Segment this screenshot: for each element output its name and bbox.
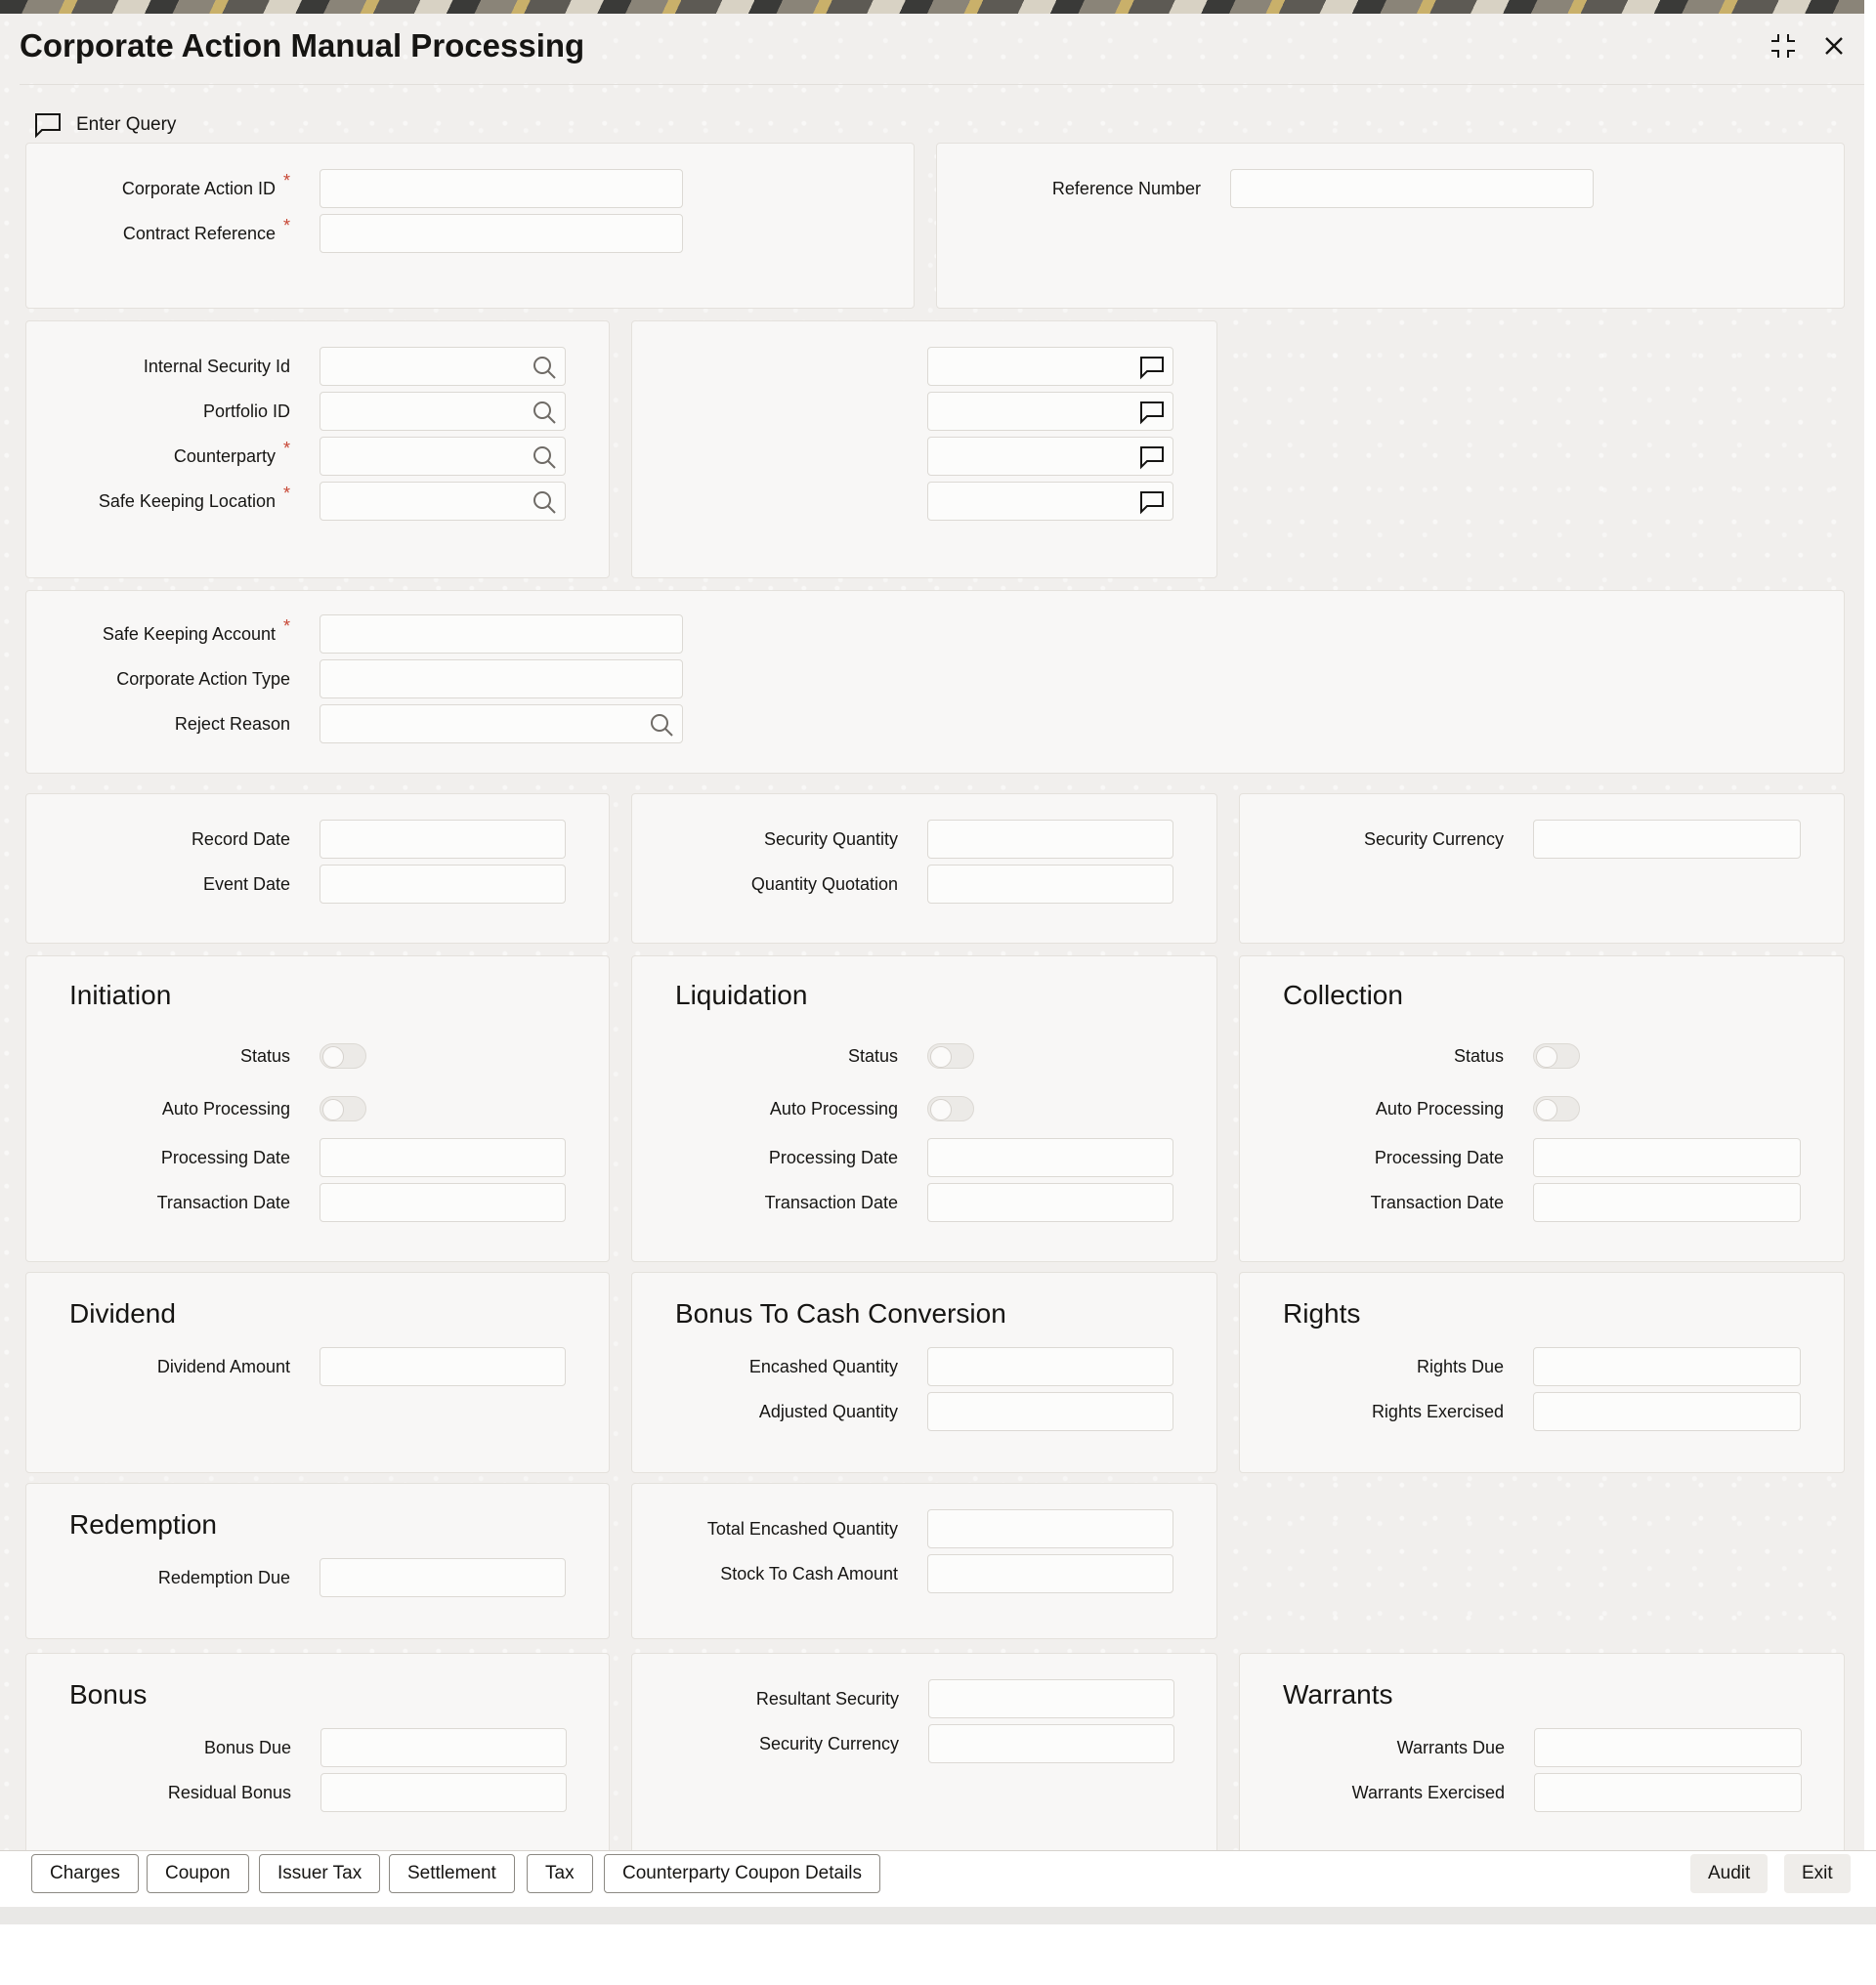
liquidation-heading: Liquidation xyxy=(675,980,808,1010)
collection-processing-date-label: Processing Date xyxy=(1374,1147,1504,1167)
initiation-heading: Initiation xyxy=(69,980,172,1010)
initiation-status-label: Status xyxy=(239,1045,290,1066)
residual-bonus-label: Residual Bonus xyxy=(167,1782,291,1802)
quantity-panel xyxy=(631,793,1217,944)
safe-keeping-account-input[interactable] xyxy=(320,614,683,654)
liquidation-processing-date-label: Processing Date xyxy=(768,1147,898,1167)
comment-icon xyxy=(33,111,63,139)
resultant-security-input[interactable] xyxy=(928,1679,1174,1718)
record-date-label: Record Date xyxy=(191,828,290,849)
dividend-panel xyxy=(25,1272,610,1473)
required-mark: * xyxy=(282,483,290,503)
comment-icon[interactable] xyxy=(1139,355,1165,380)
top-banner xyxy=(0,0,1864,14)
liquidation-transaction-date-input[interactable] xyxy=(927,1183,1173,1222)
liquidation-status-label: Status xyxy=(847,1045,898,1066)
record-date-input[interactable] xyxy=(320,820,566,859)
counterparty-coupon-details-button[interactable]: Counterparty Coupon Details xyxy=(604,1854,880,1893)
redemption-heading: Redemption xyxy=(69,1509,217,1540)
search-icon[interactable] xyxy=(532,489,557,515)
internal-security-id-input[interactable] xyxy=(320,347,566,386)
quantity-quotation-input[interactable] xyxy=(927,865,1173,904)
security-currency-input[interactable] xyxy=(1533,820,1801,859)
collection-status-toggle[interactable] xyxy=(1533,1043,1580,1069)
liquidation-auto-processing-toggle[interactable] xyxy=(927,1096,974,1121)
corporate-action-type-label: Corporate Action Type xyxy=(116,668,290,689)
settlement-button[interactable]: Settlement xyxy=(389,1854,515,1893)
redemption-due-label: Redemption Due xyxy=(157,1567,290,1587)
encashed-totals-panel xyxy=(631,1483,1217,1639)
initiation-transaction-date-label: Transaction Date xyxy=(156,1192,290,1212)
search-icon[interactable] xyxy=(649,712,674,738)
collection-auto-processing-label: Auto Processing xyxy=(1375,1098,1504,1119)
enter-query-label: Enter Query xyxy=(76,114,177,135)
warrants-exercised-input[interactable] xyxy=(1534,1773,1802,1812)
bonus-due-label: Bonus Due xyxy=(203,1737,291,1757)
counterparty-description-input[interactable] xyxy=(927,437,1173,476)
residual-bonus-input[interactable] xyxy=(320,1773,567,1812)
liquidation-processing-date-input[interactable] xyxy=(927,1138,1173,1177)
initiation-processing-date-input[interactable] xyxy=(320,1138,566,1177)
description-panel xyxy=(631,320,1217,578)
tax-button[interactable]: Tax xyxy=(527,1854,593,1893)
required-mark: * xyxy=(282,615,290,636)
security-panel xyxy=(25,320,610,578)
counterparty-input[interactable] xyxy=(320,437,566,476)
title-divider xyxy=(20,84,1864,85)
bottom-band xyxy=(0,1907,1876,1924)
event-date-label: Event Date xyxy=(202,873,290,894)
charges-button[interactable]: Charges xyxy=(31,1854,139,1893)
search-icon[interactable] xyxy=(532,444,557,470)
dividend-amount-label: Dividend Amount xyxy=(156,1356,290,1376)
search-icon[interactable] xyxy=(532,400,557,425)
redemption-panel xyxy=(25,1483,610,1639)
rights-due-label: Rights Due xyxy=(1416,1356,1504,1376)
safe-keeping-location-input[interactable] xyxy=(320,482,566,521)
bonus-due-input[interactable] xyxy=(320,1728,567,1767)
required-mark: * xyxy=(282,438,290,458)
corporate-action-id-label: Corporate Action ID xyxy=(121,178,276,198)
liquidation-panel xyxy=(631,955,1217,1262)
collapse-icon xyxy=(1769,31,1798,61)
security-quantity-input[interactable] xyxy=(927,820,1173,859)
collection-auto-processing-toggle[interactable] xyxy=(1533,1096,1580,1121)
corporate-action-type-input[interactable] xyxy=(320,659,683,698)
collection-heading: Collection xyxy=(1283,980,1403,1010)
bonus-to-cash-heading: Bonus To Cash Conversion xyxy=(675,1298,1006,1329)
required-mark: * xyxy=(282,215,290,235)
encashed-quantity-input[interactable] xyxy=(927,1347,1173,1386)
close-icon xyxy=(1822,34,1846,58)
close-button[interactable] xyxy=(1817,29,1851,63)
collection-transaction-date-label: Transaction Date xyxy=(1370,1192,1504,1212)
liquidation-transaction-date-label: Transaction Date xyxy=(764,1192,898,1212)
security-currency-label: Security Currency xyxy=(1363,828,1504,849)
initiation-panel xyxy=(25,955,610,1262)
safe-keeping-location-label: Safe Keeping Location xyxy=(98,490,276,511)
comment-icon[interactable] xyxy=(1139,444,1165,470)
event-date-input[interactable] xyxy=(320,865,566,904)
initiation-status-toggle[interactable] xyxy=(320,1043,366,1069)
record-dates-panel xyxy=(25,793,610,944)
adjusted-quantity-input[interactable] xyxy=(927,1392,1173,1431)
coupon-button[interactable]: Coupon xyxy=(147,1854,249,1893)
collection-processing-date-input[interactable] xyxy=(1533,1138,1801,1177)
page-title: Corporate Action Manual Processing xyxy=(20,27,585,63)
collection-status-label: Status xyxy=(1453,1045,1504,1066)
rights-heading: Rights xyxy=(1283,1298,1361,1329)
enter-query-button[interactable] xyxy=(33,111,176,139)
resultant-security-label: Resultant Security xyxy=(755,1688,899,1709)
quantity-quotation-label: Quantity Quotation xyxy=(750,873,898,894)
portfolio-description-input[interactable] xyxy=(927,392,1173,431)
warrants-heading: Warrants xyxy=(1283,1679,1393,1710)
collection-transaction-date-input[interactable] xyxy=(1533,1183,1801,1222)
stock-to-cash-amount-label: Stock To Cash Amount xyxy=(720,1563,898,1584)
total-encashed-quantity-label: Total Encashed Quantity xyxy=(706,1518,898,1539)
rights-exercised-input[interactable] xyxy=(1533,1392,1801,1431)
main-window xyxy=(0,14,1864,1921)
encashed-quantity-label: Encashed Quantity xyxy=(748,1356,898,1376)
minimize-button[interactable] xyxy=(1767,29,1800,63)
adjusted-quantity-label: Adjusted Quantity xyxy=(758,1401,898,1421)
issuer-tax-button[interactable]: Issuer Tax xyxy=(259,1854,380,1893)
portfolio-id-label: Portfolio ID xyxy=(202,401,290,421)
audit-button[interactable]: Audit xyxy=(1690,1854,1768,1893)
warrants-due-label: Warrants Due xyxy=(1396,1737,1505,1757)
bonus-heading: Bonus xyxy=(69,1679,148,1710)
total-encashed-quantity-input[interactable] xyxy=(927,1509,1173,1548)
location-description-input[interactable] xyxy=(927,482,1173,521)
rights-due-input[interactable] xyxy=(1533,1347,1801,1386)
bonus-security-currency-input[interactable] xyxy=(928,1724,1174,1763)
search-icon[interactable] xyxy=(532,355,557,380)
corporate-action-id-input[interactable] xyxy=(320,169,683,208)
window-controls xyxy=(1767,29,1851,63)
safe-keeping-account-label: Safe Keeping Account xyxy=(102,623,276,644)
initiation-auto-processing-label: Auto Processing xyxy=(161,1098,290,1119)
reject-reason-input[interactable] xyxy=(320,704,683,743)
security-description-input[interactable] xyxy=(927,347,1173,386)
redemption-due-input[interactable] xyxy=(320,1558,566,1597)
collection-panel xyxy=(1239,955,1845,1262)
rights-panel xyxy=(1239,1272,1845,1473)
security-quantity-label: Security Quantity xyxy=(763,828,898,849)
bonus-panel xyxy=(25,1653,610,1854)
warrants-panel xyxy=(1239,1653,1845,1854)
initiation-processing-date-label: Processing Date xyxy=(160,1147,290,1167)
liquidation-auto-processing-label: Auto Processing xyxy=(769,1098,898,1119)
comment-icon[interactable] xyxy=(1139,400,1165,425)
account-panel xyxy=(25,590,1845,774)
bonus-to-cash-panel xyxy=(631,1272,1217,1473)
counterparty-label: Counterparty xyxy=(173,445,276,466)
exit-button[interactable]: Exit xyxy=(1784,1854,1851,1893)
reject-reason-label: Reject Reason xyxy=(174,713,290,734)
initiation-auto-processing-toggle[interactable] xyxy=(320,1096,366,1121)
currency-panel xyxy=(1239,793,1845,944)
reference-number-input[interactable] xyxy=(1230,169,1594,208)
reference-number-label: Reference Number xyxy=(1051,178,1201,198)
rights-exercised-label: Rights Exercised xyxy=(1371,1401,1504,1421)
dividend-heading: Dividend xyxy=(69,1298,176,1329)
portfolio-id-input[interactable] xyxy=(320,392,566,431)
internal-security-id-label: Internal Security Id xyxy=(143,356,290,376)
liquidation-status-toggle[interactable] xyxy=(927,1043,974,1069)
reference-panel xyxy=(936,143,1845,309)
warrants-due-input[interactable] xyxy=(1534,1728,1802,1767)
bonus-security-currency-label: Security Currency xyxy=(758,1733,899,1753)
contract-reference-input[interactable] xyxy=(320,214,683,253)
contract-reference-label: Contract Reference xyxy=(122,223,276,243)
resultant-security-panel xyxy=(631,1653,1217,1854)
required-mark: * xyxy=(282,170,290,190)
identifier-panel xyxy=(25,143,915,309)
initiation-transaction-date-input[interactable] xyxy=(320,1183,566,1222)
warrants-exercised-label: Warrants Exercised xyxy=(1351,1782,1505,1802)
comment-icon[interactable] xyxy=(1139,489,1165,515)
stock-to-cash-amount-input[interactable] xyxy=(927,1554,1173,1593)
dividend-amount-input[interactable] xyxy=(320,1347,566,1386)
